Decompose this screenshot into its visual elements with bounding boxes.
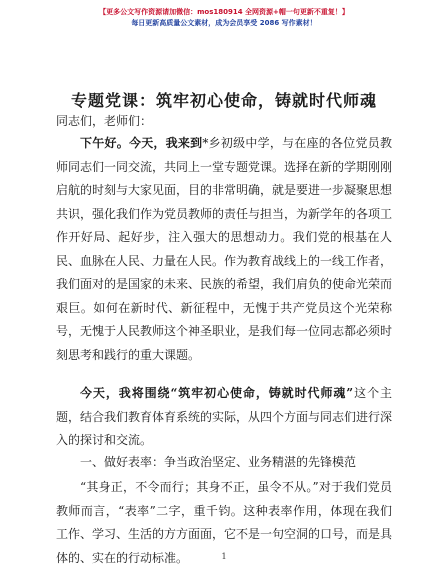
section-heading-1-text: 一、做好表率：争当政治坚定、业务精湛的先锋模范 bbox=[80, 455, 357, 469]
paragraph-section-1-text: “其身正，不令而行；其身不正，虽令不从。”对于我们党员教师而言，“表率”二字，重千钧。这种表率作用，体现在我们工作、学习、生活的方方面面，它不是一句空洞的口号，而是具体的、实在的行动标准。 bbox=[56, 480, 393, 565]
paragraph-topic bbox=[56, 382, 392, 453]
greeting: 同志们，老师们： bbox=[56, 114, 153, 128]
paragraph-topic-text: 这个主题，结合我们教育体育系统的实际，从四个方面与同志们进行深入的探讨和交流。 bbox=[56, 386, 393, 447]
paragraph-opening-text: *乡初级中学，与在座的各位党员教师同志们一同交流，共同上一堂专题党课。选择在新的学期刚刚启航的时刻与大家见面，目的非常明确，就是要进一步凝聚思想共识，强化我们作为党员教师的责任与担当，为新学年的各项工作开好局、起好步，注入强大的思想动力。我们党的根基在人民、血脉在人民、力量在人民。作为教育战线上的一线工作者，我们面对的是国家的未来、民族的希望，我们肩负的使命光荣而艰巨。如何在新时代、新征程中，无愧于共产党员这个光荣称号，无愧于人民教师这个神圣职业，是我们每一位同志都必须时刻思考和践行的重大课题。 bbox=[56, 136, 393, 362]
paragraph-opening-lead: 下午好。今天，我来到 bbox=[80, 136, 203, 150]
promo-banner-line-2: 每日更新高质量公文素材，成为会员享受 2086 写作素材！ bbox=[131, 19, 317, 27]
page-number: 1 bbox=[221, 552, 227, 561]
section-heading-1 bbox=[56, 451, 392, 475]
promo-banner-line-1: 【更多公文写作资源请加微信：mos180914 全网资源+帽一句更新不重复！】 bbox=[99, 8, 349, 16]
document-title: 专题党课：筑牢初心使命，铸就时代师魂 bbox=[70, 91, 377, 110]
paragraph-opening bbox=[56, 132, 392, 367]
paragraph-topic-lead: 今天，我将围绕“筑牢初心使命，铸就时代师魂” bbox=[80, 386, 354, 400]
